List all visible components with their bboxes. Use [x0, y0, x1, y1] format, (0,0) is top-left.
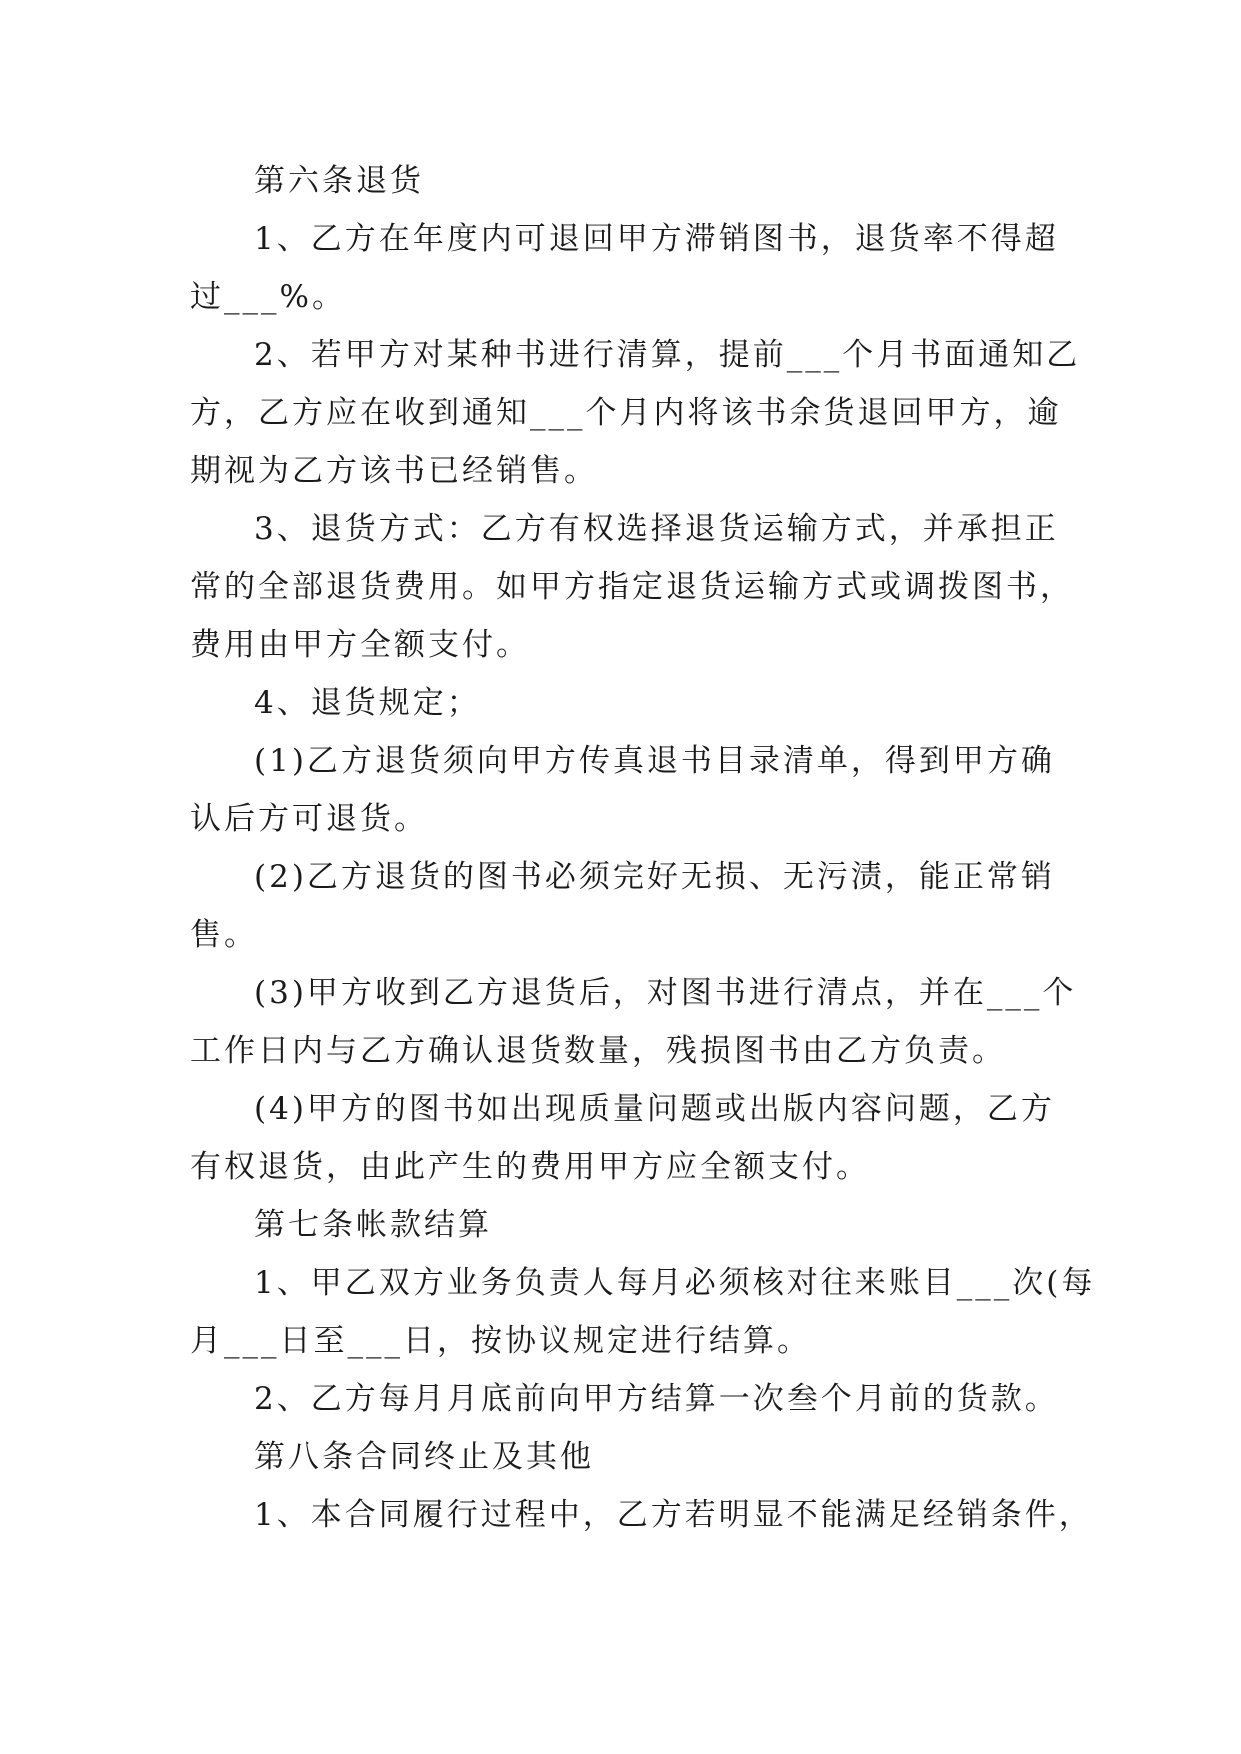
text-line: (3)甲方收到乙方退货后，对图书进行清点，并在___个 [254, 975, 1077, 1011]
text-line: 方，乙方应在收到通知___个月内将该书余货退回甲方，逾 [190, 395, 1062, 431]
text-line: 月___日至___日，按协议规定进行结算。 [190, 1323, 811, 1359]
text-line: 常的全部退货费用。如甲方指定退货运输方式或调拨图书， [190, 569, 1074, 605]
text-line: (1)乙方退货须向甲方传真退书目录清单，得到甲方确 [254, 743, 1055, 779]
section-heading-8: 第八条合同终止及其他 [254, 1439, 594, 1475]
text-line: 过___%。 [190, 279, 346, 315]
text-line: 工作日内与乙方确认退货数量，残损图书由乙方负责。 [190, 1033, 1006, 1069]
text-line: 2、乙方每月月底前向甲方结算一次叁个月前的货款。 [254, 1381, 1059, 1417]
text-line: 认后方可退货。 [190, 801, 428, 837]
text-line: (2)乙方退货的图书必须完好无损、无污渍，能正常销 [254, 859, 1055, 895]
text-line: 售。 [190, 917, 258, 953]
text-line: 有权退货，由此产生的费用甲方应全额支付。 [190, 1149, 870, 1185]
text-line: 4、退货规定； [254, 685, 481, 721]
text-line: 3、退货方式：乙方有权选择退货运输方式，并承担正 [254, 511, 1059, 547]
text-line: (4)甲方的图书如出现质量问题或出版内容问题，乙方 [254, 1091, 1055, 1127]
document-body [190, 152, 1096, 1544]
text-line: 1、乙方在年度内可退回甲方滞销图书，退货率不得超 [254, 221, 1059, 257]
section-heading-6: 第六条退货 [254, 163, 424, 199]
text-line: 1、甲乙双方业务负责人每月必须核对往来账目___次(每 [254, 1265, 1096, 1301]
text-line: 费用由甲方全额支付。 [190, 627, 530, 663]
text-line: 2、若甲方对某种书进行清算，提前___个月书面通知乙 [254, 337, 1081, 373]
text-line: 1、本合同履行过程中，乙方若明显不能满足经销条件， [254, 1497, 1093, 1533]
text-line: 期视为乙方该书已经销售。 [190, 453, 598, 489]
section-heading-7: 第七条帐款结算 [254, 1207, 492, 1243]
